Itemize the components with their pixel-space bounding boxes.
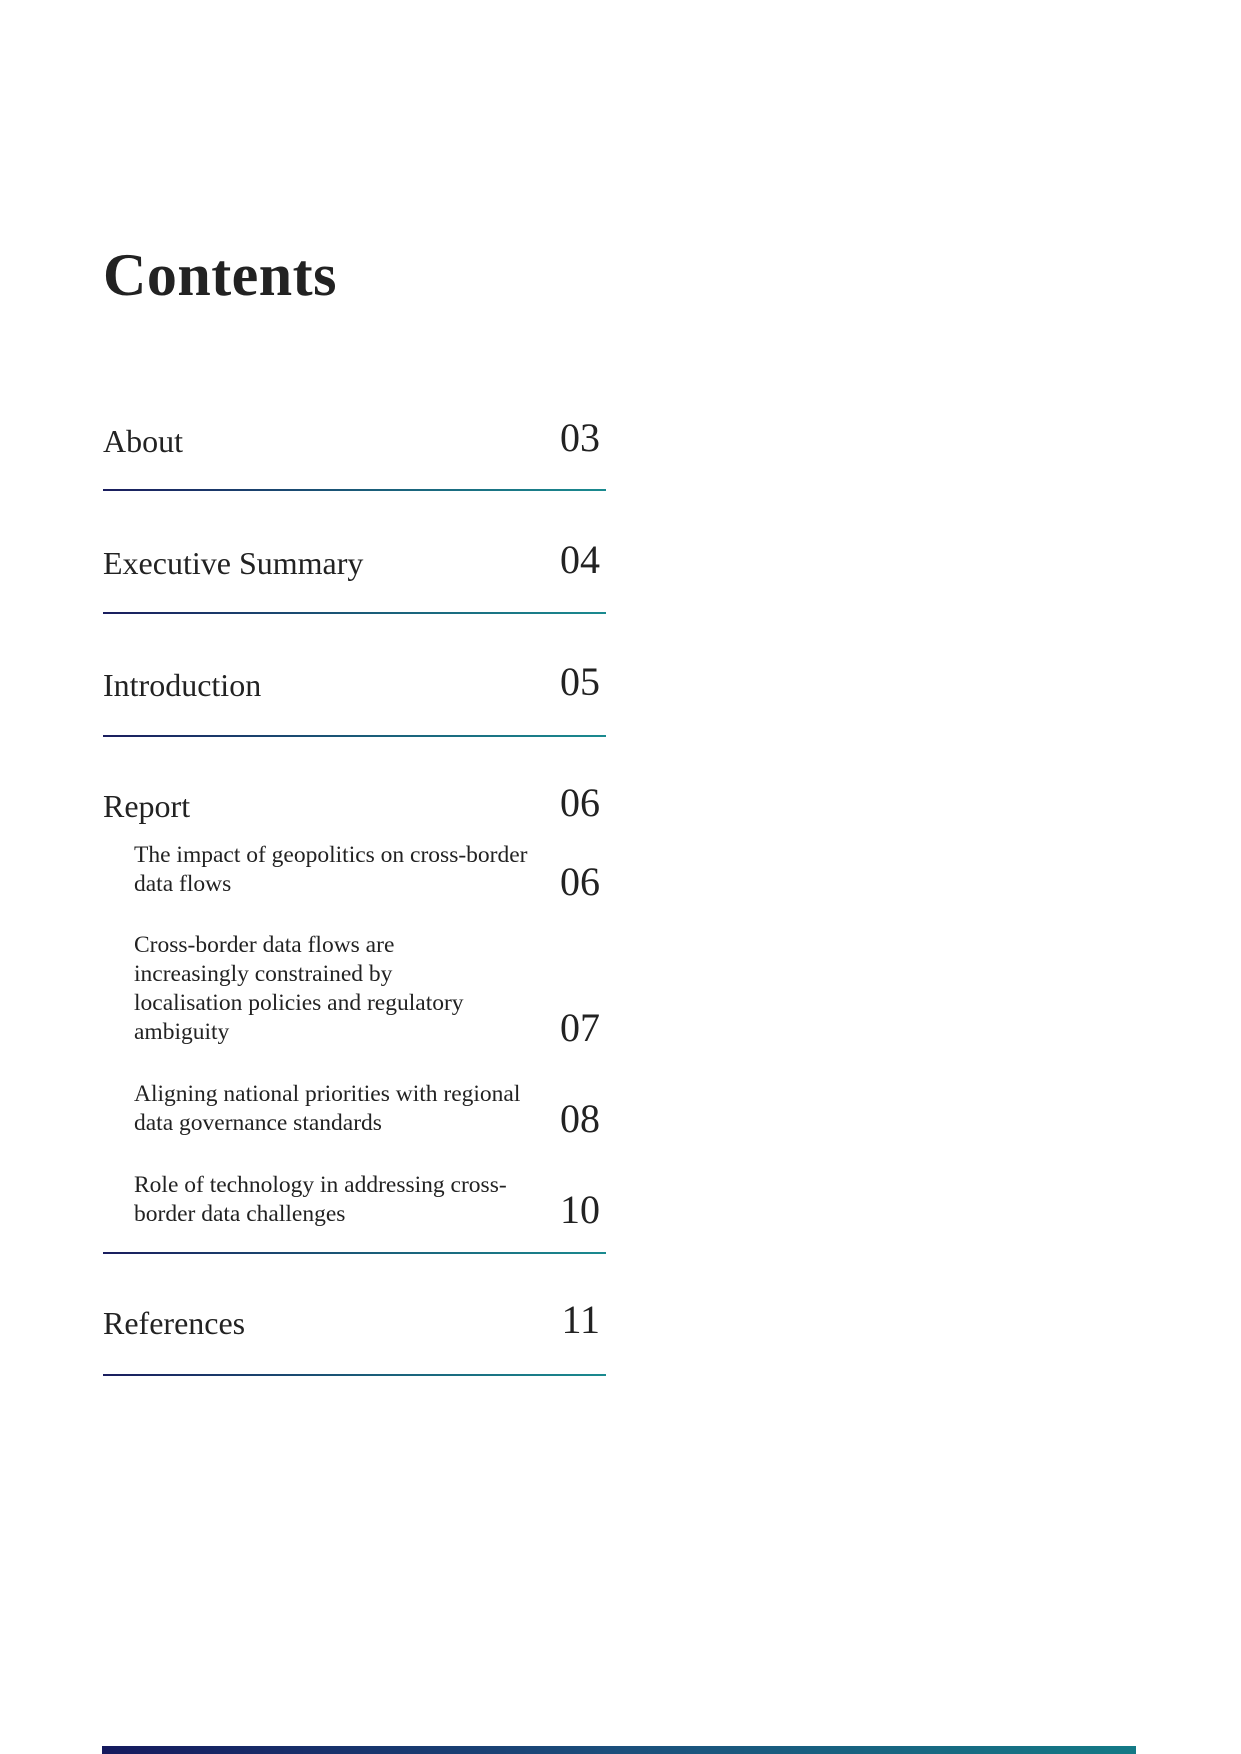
toc-page-report: 06 bbox=[560, 780, 600, 825]
toc-page-about: 03 bbox=[560, 415, 600, 460]
toc-divider bbox=[103, 1252, 606, 1254]
page-title: Contents bbox=[103, 242, 338, 308]
toc-entry-about[interactable]: About bbox=[103, 423, 183, 459]
toc-entry-introduction[interactable]: Introduction bbox=[103, 667, 262, 703]
toc-subentry-technology[interactable]: Role of technology in addressing cross-border data challenges bbox=[134, 1172, 507, 1227]
toc-divider bbox=[103, 489, 606, 491]
footer-accent-bar bbox=[102, 1746, 1136, 1754]
toc-entry-report[interactable]: Report bbox=[103, 788, 191, 824]
toc-page-introduction: 05 bbox=[560, 659, 600, 704]
toc-subpage-geopolitics: 06 bbox=[560, 859, 600, 904]
toc-divider bbox=[103, 735, 606, 737]
toc-subpage-technology: 10 bbox=[560, 1187, 600, 1232]
toc-entry-references[interactable]: References bbox=[103, 1305, 246, 1341]
toc-entry-executive-summary[interactable]: Executive Summary bbox=[103, 545, 364, 581]
toc-divider bbox=[103, 612, 606, 614]
toc-subentry-geopolitics[interactable]: The impact of geopolitics on cross-border data flows bbox=[134, 842, 528, 897]
toc-page-executive-summary: 04 bbox=[560, 537, 600, 582]
toc-subentry-localisation[interactable]: Cross-border data flows are increasingly constrained by localisation policies and regulatory ambiguity bbox=[134, 932, 464, 1045]
toc-subpage-localisation: 07 bbox=[560, 1005, 600, 1050]
toc-subpage-regional-standards: 08 bbox=[560, 1096, 600, 1141]
toc-divider bbox=[103, 1374, 606, 1376]
toc-page-references: 11 bbox=[561, 1297, 600, 1342]
toc-subentry-regional-standards[interactable]: Aligning national priorities with regional data governance standards bbox=[134, 1081, 521, 1136]
